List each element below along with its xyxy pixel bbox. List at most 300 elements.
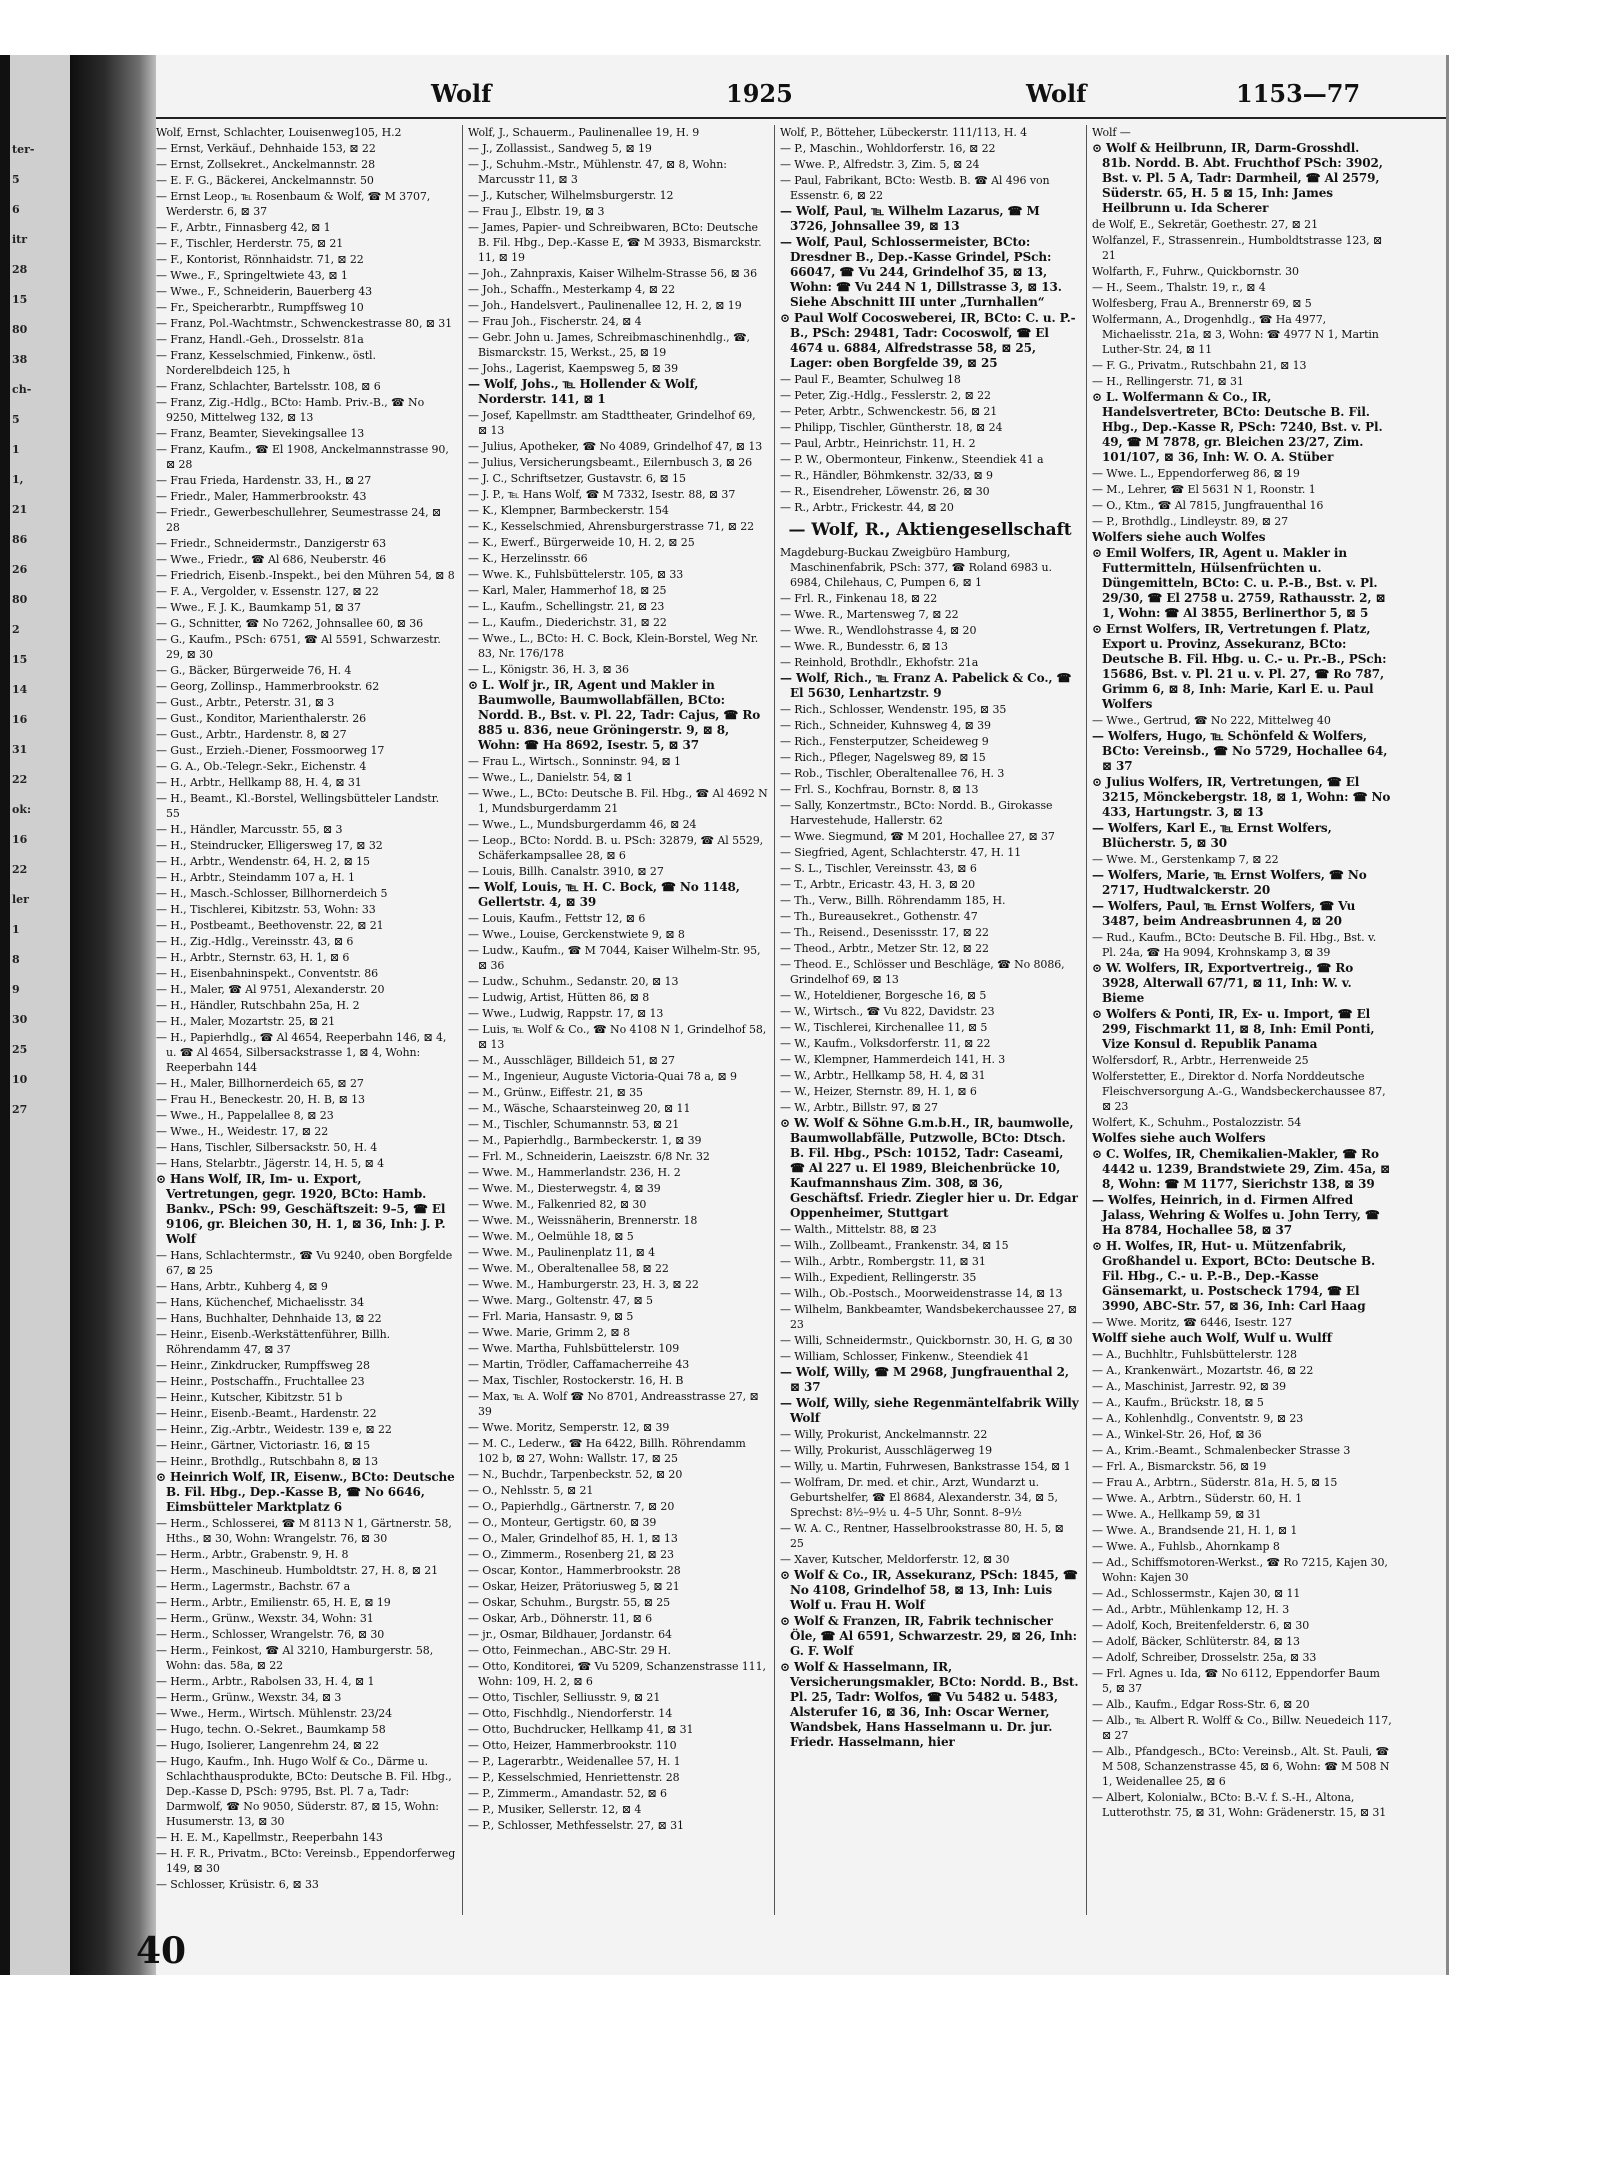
directory-entry: — Wolfers, Marie, ℡ Ernst Wolfers, ☎ No 2717, Hudtwalckerstr. 20 bbox=[1092, 868, 1367, 897]
directory-entry: — H., Arbtr., Wendenstr. 64, H. 2, ⊠ 15 bbox=[156, 855, 370, 868]
directory-entry: — Wwe. Moritz, ☎ 6446, Isestr. 127 bbox=[1092, 1316, 1292, 1329]
directory-entry: — Th., Bureausekret., Gothenstr. 47 bbox=[780, 910, 978, 923]
directory-entry: — Rich., Schneider, Kuhnsweg 4, ⊠ 39 bbox=[780, 719, 991, 732]
directory-entry: ⊙ Julius Wolfers, IR, Vertretungen, ☎ El 3215, Mönckebergstr. 18, ⊠ 1, Wohn: ☎ No 433, Hartungstr. 3, ⊠ 13 bbox=[1092, 775, 1391, 819]
directory-entry: — Frl. A., Bismarckstr. 56, ⊠ 19 bbox=[1092, 1460, 1267, 1473]
directory-entry: — Ernst Leop., ℡ Rosenbaum & Wolf, ☎ M 3707, Werderstr. 6, ⊠ 37 bbox=[156, 190, 431, 218]
directory-entry: — Peter, Arbtr., Schwenckestr. 56, ⊠ 21 bbox=[780, 405, 998, 418]
directory-entry: — Heinr., Brothdlg., Rutschbahn 8, ⊠ 13 bbox=[156, 1455, 379, 1468]
directory-entry: ⊙ W. Wolf & Söhne G.m.b.H., IR, baumwolle, Baumwollabfälle, Putzwolle, BCto: Dtsch. B. Fil. Hbg., PSch: 10152, Tadr: Caseami, ☎ Al 227 u. El 1989, Bleichenbrücke 10, Kaufmannshaus Zim. 308, ⊠ 36, Geschäftsf. Friedr. Ziegler hier u. Dr. Edgar Oppenheimer, Stuttgart bbox=[780, 1116, 1078, 1220]
directory-entry: — Friedr., Schneidermstr., Danzigerstr 63 bbox=[156, 537, 387, 550]
directory-entry: — Max, Tischler, Rostockerstr. 16, H. B bbox=[468, 1374, 684, 1387]
directory-entry: — W., Hoteldiener, Borgesche 16, ⊠ 5 bbox=[780, 989, 987, 1002]
directory-entry: — Adolf, Schreiber, Drosselstr. 25a, ⊠ 33 bbox=[1092, 1651, 1317, 1664]
directory-entry: — Gust., Arbtr., Hardenstr. 8, ⊠ 27 bbox=[156, 728, 347, 741]
directory-entry: — W., Wirtsch., ☎ Vu 822, Davidstr. 23 bbox=[780, 1005, 995, 1018]
directory-entry: — Frau H., Beneckestr. 20, H. B, ⊠ 13 bbox=[156, 1093, 365, 1106]
directory-entry: — Friedr., Gewerbeschullehrer, Seumestrasse 24, ⊠ 28 bbox=[156, 506, 441, 534]
adjacent-page-fragment: 1 bbox=[12, 923, 20, 936]
adjacent-page-fragment: 5 bbox=[12, 413, 20, 426]
directory-entry: — Frl. S., Kochfrau, Bornstr. 8, ⊠ 13 bbox=[780, 783, 979, 796]
directory-entry: — Wwe. Marie, Grimm 2, ⊠ 8 bbox=[468, 1326, 630, 1339]
directory-entry: — Franz, Kesselschmied, Finkenw., östl. Norderelbdeich 125, h bbox=[156, 349, 376, 377]
directory-column-2 bbox=[468, 125, 768, 1915]
directory-entry: — Wolf, Paul, Schlossermeister, BCto: Dresdner B., Dep.-Kasse Grindel, PSch: 66047, ☎ Vu 244, Grindelhof 35, ⊠ 13, Wohn: ☎ Vu 244 N 1, Dillstrasse 3, ⊠ 13. Siehe Abschnitt III unter „Turnhallen“ bbox=[780, 235, 1062, 309]
directory-entry: ⊙ C. Wolfes, IR, Chemikalien-Makler, ☎ Ro 4442 u. 1239, Brandstwiete 29, Zim. 45a, ⊠ 8, Wohn: ☎ M 1177, Sierichstr 138, ⊠ 39 bbox=[1092, 1147, 1391, 1191]
directory-entry: — Frl. M., Schneiderin, Laeiszstr. 6/8 Nr. 32 bbox=[468, 1150, 710, 1163]
directory-entry: — Sally, Konzertmstr., BCto: Nordd. B., Girokasse Harvestehude, Hallerstr. 62 bbox=[780, 799, 1053, 827]
directory-entry: — Franz, Kaufm., ☎ El 1908, Anckelmannstrasse 90, ⊠ 28 bbox=[156, 443, 449, 471]
directory-entry: — Hugo, Isolierer, Langenrehm 24, ⊠ 22 bbox=[156, 1739, 380, 1752]
directory-entry: — Th., Reisend., Desenissstr. 17, ⊠ 22 bbox=[780, 926, 989, 939]
directory-entry: — H., Maler, ☎ Al 9751, Alexanderstr. 20 bbox=[156, 983, 385, 996]
directory-entry: — Hans, Tischler, Silbersackstr. 50, H. 4 bbox=[156, 1141, 378, 1154]
directory-entry: — Wilhelm, Bankbeamter, Wandsbekerchaussee 27, ⊠ 23 bbox=[780, 1303, 1077, 1331]
directory-entry: ⊙ Paul Wolf Cocosweberei, IR, BCto: C. u. P.-B., PSch: 29481, Tadr: Cocoswolf, ☎ El 4674 u. 6884, Alfredstrasse 58, ⊠ 25, Lager: oben Borgfelde 39, ⊠ 25 bbox=[780, 311, 1076, 370]
directory-entry: — Wwe., Ludwig, Rappstr. 17, ⊠ 13 bbox=[468, 1007, 664, 1020]
directory-entry: — H., Arbtr., Steindamm 107 a, H. 1 bbox=[156, 871, 355, 884]
directory-entry: — Herm., Arbtr., Grabenstr. 9, H. 8 bbox=[156, 1548, 349, 1561]
directory-entry: — Herm., Maschineub. Humboldtstr. 27, H. 8, ⊠ 21 bbox=[156, 1564, 439, 1577]
directory-entry: Wolfers siehe auch Wolfes bbox=[1092, 530, 1266, 544]
directory-entry: — H., Steindrucker, Elligersweg 17, ⊠ 32 bbox=[156, 839, 383, 852]
adjacent-page-fragment: 21 bbox=[12, 503, 28, 516]
directory-entry: Wolf, Ernst, Schlachter, Louisenweg105, H.2 bbox=[156, 126, 402, 139]
directory-entry: — Hans, Küchenchef, Michaelisstr. 34 bbox=[156, 1296, 364, 1309]
directory-entry: ⊙ Heinrich Wolf, IR, Eisenw., BCto: Deutsche B. Fil. Hbg., Dep.-Kasse B, ☎ No 6646, Eimsbütteler Marktplatz 6 bbox=[156, 1470, 455, 1514]
directory-entry: — Willy, u. Martin, Fuhrwesen, Bankstrasse 154, ⊠ 1 bbox=[780, 1460, 1071, 1473]
directory-entry: — J. C., Schriftsetzer, Gustavstr. 6, ⊠ 15 bbox=[468, 472, 686, 485]
adjacent-page-fragment: ch- bbox=[12, 383, 32, 396]
directory-entry: — Herm., Grünw., Wexstr. 34, Wohn: 31 bbox=[156, 1612, 374, 1625]
directory-entry: — K., Herzelinsstr. 66 bbox=[468, 552, 588, 565]
directory-entry: — Friedrich, Eisenb.-Inspekt., bei den Mühren 54, ⊠ 8 bbox=[156, 569, 455, 582]
directory-entry: — H., Arbtr., Hellkamp 88, H. 4, ⊠ 31 bbox=[156, 776, 362, 789]
directory-entry: — Wwe. A., Fuhlsb., Ahornkamp 8 bbox=[1092, 1540, 1280, 1553]
directory-entry: — Franz, Pol.-Wachtmstr., Schwenckestrasse 80, ⊠ 31 bbox=[156, 317, 453, 330]
directory-entry: — Oskar, Schuhm., Burgstr. 55, ⊠ 25 bbox=[468, 1596, 671, 1609]
directory-entry: — Paul, Arbtr., Heinrichstr. 11, H. 2 bbox=[780, 437, 976, 450]
directory-entry: Wolfanzel, F., Strassenrein., Humboldtstrasse 123, ⊠ 21 bbox=[1092, 234, 1383, 262]
directory-entry: — H., Arbtr., Sternstr. 63, H. 1, ⊠ 6 bbox=[156, 951, 350, 964]
directory-entry: ⊙ H. Wolfes, IR, Hut- u. Mützenfabrik, Großhandel u. Export, BCto: Deutsche B. Fil. Hbg., C.- u. P.-B., Dep.-Kasse Gänsemarkt, u. Postscheck 1794, ☎ El 3990, ABC-Str. 57, ⊠ 36, Inh: Carl Haag bbox=[1092, 1239, 1376, 1313]
directory-entry: — Wilh., Arbtr., Rombergstr. 11, ⊠ 31 bbox=[780, 1255, 986, 1268]
directory-entry: — Johs., Lagerist, Kaempsweg 5, ⊠ 39 bbox=[468, 362, 678, 375]
adjacent-page-fragment: 9 bbox=[12, 983, 20, 996]
directory-entry: — J., Kutscher, Wilhelmsburgerstr. 12 bbox=[468, 189, 674, 202]
directory-entry: — Heinr., Eisenb.-Beamt., Hardenstr. 22 bbox=[156, 1407, 377, 1420]
directory-entry: — M., Ingenieur, Auguste Victoria-Quai 78 a, ⊠ 9 bbox=[468, 1070, 737, 1083]
directory-entry: Wolf, P., Bötteher, Lübeckerstr. 111/113, H. 4 bbox=[780, 126, 1028, 139]
directory-entry: — Joh., Zahnpraxis, Kaiser Wilhelm-Strasse 56, ⊠ 36 bbox=[468, 267, 757, 280]
adjacent-page-fragment: 27 bbox=[12, 1103, 28, 1116]
directory-entry: — A., Kohlenhdlg., Conventstr. 9, ⊠ 23 bbox=[1092, 1412, 1304, 1425]
directory-entry: Wolfert, K., Schuhm., Postalozzistr. 54 bbox=[1092, 1116, 1302, 1129]
directory-entry: — H., Tischlerei, Kibitzstr. 53, Wohn: 33 bbox=[156, 903, 376, 916]
adjacent-page-fragment: ok: bbox=[12, 803, 32, 816]
adjacent-page-fragment: 31 bbox=[12, 743, 28, 756]
adjacent-page-fragment: 2 bbox=[12, 623, 20, 636]
directory-entry: — Wolf, Willy, siehe Regenmäntelfabrik Willy Wolf bbox=[780, 1396, 1079, 1425]
directory-entry: — F. A., Vergolder, v. Essenstr. 127, ⊠ 22 bbox=[156, 585, 379, 598]
directory-entry: — Gebr. John u. James, Schreibmaschinenhdlg., ☎, Bismarckstr. 15, Werkst., 25, ⊠ 19 bbox=[468, 331, 750, 359]
directory-entry: — F., Kontorist, Rönnhaidstr. 71, ⊠ 22 bbox=[156, 253, 364, 266]
directory-entry: — Wolfram, Dr. med. et chir., Arzt, Wundarzt u. Geburtshelfer, ☎ El 8684, Alexanderstr. 34, ⊠ 5, Sprechst: 8½–9½ u. 4–5 Uhr, Sonnt. 8–9½ bbox=[780, 1476, 1058, 1519]
directory-entry: — Rich., Fensterputzer, Scheideweg 9 bbox=[780, 735, 989, 748]
adjacent-page-fragment: 30 bbox=[12, 1013, 28, 1026]
directory-entry: — Willy, Prokurist, Anckelmannstr. 22 bbox=[780, 1428, 988, 1441]
directory-entry: — Wolfes, Heinrich, in d. Firmen Alfred Jalass, Wehring & Wolfes u. John Terry, ☎ Ha 8784, Hochallee 58, ⊠ 37 bbox=[1092, 1193, 1380, 1237]
adjacent-page-fragment: ter- bbox=[12, 143, 35, 156]
directory-entry: — Hans, Schlachtermstr., ☎ Vu 9240, oben Borgfelde 67, ⊠ 25 bbox=[156, 1249, 453, 1277]
adjacent-page-fragment: 80 bbox=[12, 593, 28, 606]
directory-entry: ⊙ Ernst Wolfers, IR, Vertretungen f. Platz, Export u. Provinz, Assekuranz, BCto: Deutsche B. Fil. Hbg. u. C.- u. Pr.-B., PSch: 15686, Bst. v. Pl. 21 u. v. Pl. 27, ☎ Ro 787, Grimm 6, ⊠ 8, Inh: Marie, Karl E. u. Paul Wolfers bbox=[1092, 622, 1387, 711]
directory-entry: — O., Ktm., ☎ Al 7815, Jungfrauenthal 16 bbox=[1092, 499, 1324, 512]
directory-entry: — Frl. R., Finkenau 18, ⊠ 22 bbox=[780, 592, 938, 605]
directory-entry: — Hans, Arbtr., Kuhberg 4, ⊠ 9 bbox=[156, 1280, 328, 1293]
directory-entry: — Wolf, Louis, ℡ H. C. Bock, ☎ No 1148, Gellertstr. 4, ⊠ 39 bbox=[468, 880, 740, 909]
directory-entry: — H., Händler, Marcusstr. 55, ⊠ 3 bbox=[156, 823, 343, 836]
directory-entry: Wolfes siehe auch Wolfers bbox=[1092, 1131, 1266, 1145]
directory-entry: — Willi, Schneidermstr., Quickbornstr. 30, H. G, ⊠ 30 bbox=[780, 1334, 1073, 1347]
directory-entry: — H., Postbeamt., Beethovenstr. 22, ⊠ 21 bbox=[156, 919, 384, 932]
directory-entry: — H., Eisenbahninspekt., Conventstr. 86 bbox=[156, 967, 379, 980]
directory-entry: — Wolfers, Karl E., ℡ Ernst Wolfers, Blücherstr. 5, ⊠ 30 bbox=[1092, 821, 1332, 850]
directory-entry: — H., Masch.-Schlosser, Billhornerdeich 5 bbox=[156, 887, 388, 900]
directory-entry: — Gust., Arbtr., Peterstr. 31, ⊠ 3 bbox=[156, 696, 335, 709]
directory-entry: — F. G., Privatm., Rutschbahn 21, ⊠ 13 bbox=[1092, 359, 1307, 372]
directory-entry: — Heinr., Kutscher, Kibitzstr. 51 b bbox=[156, 1391, 343, 1404]
directory-entry: — L., Kaufm., Schellingstr. 21, ⊠ 23 bbox=[468, 600, 665, 613]
directory-entry: — G. A., Ob.-Telegr.-Sekr., Eichenstr. 4 bbox=[156, 760, 367, 773]
directory-entry: — Frau L., Wirtsch., Sonninstr. 94, ⊠ 1 bbox=[468, 755, 681, 768]
directory-entry: — R., Eisendreher, Löwenstr. 26, ⊠ 30 bbox=[780, 485, 990, 498]
directory-entry: — Peter, Zig.-Hdlg., Fesslerstr. 2, ⊠ 22 bbox=[780, 389, 991, 402]
directory-entry: — Heinr., Eisenb.-Werkstättenführer, Billh. Röhrendamm 47, ⊠ 37 bbox=[156, 1328, 391, 1356]
header-rule bbox=[156, 117, 1446, 119]
page-folio: 40 bbox=[136, 1930, 187, 1972]
running-head-right: Wolf bbox=[1026, 79, 1087, 108]
directory-entry: — Theod. E., Schlösser und Beschläge, ☎ No 8086, Grindelhof 69, ⊠ 13 bbox=[780, 958, 1065, 986]
directory-entry: — O., Maler, Grindelhof 85, H. 1, ⊠ 13 bbox=[468, 1532, 678, 1545]
directory-entry: — Willy, Prokurist, Ausschlägerweg 19 bbox=[780, 1444, 992, 1457]
directory-entry: — H., Maler, Mozartstr. 25, ⊠ 21 bbox=[156, 1015, 335, 1028]
directory-entry: — Max, ℡ A. Wolf ☎ No 8701, Andreasstrasse 27, ⊠ 39 bbox=[468, 1390, 759, 1418]
directory-entry: — W. A. C., Rentner, Hasselbrookstrasse 80, H. 5, ⊠ 25 bbox=[780, 1522, 1064, 1550]
directory-entry: — Siegfried, Agent, Schlachterstr. 47, H. 11 bbox=[780, 846, 1022, 859]
adjacent-page-fragment: 25 bbox=[12, 1043, 28, 1056]
adjacent-page-strip bbox=[0, 55, 70, 1975]
directory-entry: — Wwe., Herm., Wirtsch. Mühlenstr. 23/24 bbox=[156, 1707, 393, 1720]
directory-entry: — W., Kaufm., Volksdorferstr. 11, ⊠ 22 bbox=[780, 1037, 991, 1050]
directory-entry: — Franz, Beamter, Sievekingsallee 13 bbox=[156, 427, 365, 440]
running-head-year: 1925 bbox=[726, 79, 793, 108]
directory-entry: — Wwe. R., Martensweg 7, ⊠ 22 bbox=[780, 608, 959, 621]
adjacent-page-fragment: 1, bbox=[12, 473, 24, 486]
directory-entry: — H., Rellingerstr. 71, ⊠ 31 bbox=[1092, 375, 1244, 388]
adjacent-page-fragment: 16 bbox=[12, 833, 28, 846]
directory-entry: — Georg, Zollinsp., Hammerbrookstr. 62 bbox=[156, 680, 380, 693]
directory-entry: — Frau Joh., Fischerstr. 24, ⊠ 4 bbox=[468, 315, 642, 328]
directory-entry: ⊙ Wolf & Hasselmann, IR, Versicherungsmakler, BCto: Nordd. B., Bst. Pl. 25, Tadr: Wolfos, ☎ Vu 5482 u. 5483, Alsterufer 16, ⊠ 36, Inh: Oscar Werner, Wandsbek, Hans Hasselmann u. Dr. jur. Friedr. Hasselmann, hier bbox=[780, 1660, 1079, 1749]
directory-entry: — Otto, Fischhdlg., Niendorferstr. 14 bbox=[468, 1707, 673, 1720]
directory-entry: — Frau J., Elbstr. 19, ⊠ 3 bbox=[468, 205, 605, 218]
directory-entry: — Frau Frieda, Hardenstr. 33, H., ⊠ 27 bbox=[156, 474, 372, 487]
directory-entry: — L., Königstr. 36, H. 3, ⊠ 36 bbox=[468, 663, 629, 676]
directory-entry: — Wwe. A., Brandsende 21, H. 1, ⊠ 1 bbox=[1092, 1524, 1298, 1537]
directory-entry: — Julius, Versicherungsbeamt., Eilernbusch 3, ⊠ 26 bbox=[468, 456, 753, 469]
directory-entry: — Wwe., H., Weidestr. 17, ⊠ 22 bbox=[156, 1125, 329, 1138]
directory-entry: Wolfarth, F., Fuhrw., Quickbornstr. 30 bbox=[1092, 265, 1299, 278]
book-gutter bbox=[70, 55, 156, 1975]
directory-entry: — Herm., Schlosserei, ☎ M 8113 N 1, Gärtnerstr. 58, Hths., ⊠ 30, Wohn: Wrangelstr. 76, ⊠ 30 bbox=[156, 1517, 452, 1545]
directory-entry: Wolf, J., Schauerm., Paulinenallee 19, H. 9 bbox=[468, 126, 700, 139]
directory-entry: — A., Krankenwärt., Mozartstr. 46, ⊠ 22 bbox=[1092, 1364, 1314, 1377]
directory-entry: Wolfermann, A., Drogenhdlg., ☎ Ha 4977, Michaelisstr. 21a, ⊠ 3, Wohn: ☎ 4977 N 1, Martin Luther-Str. 24, ⊠ 11 bbox=[1092, 313, 1379, 356]
directory-entry: Magdeburg-Buckau Zweigbüro Hamburg, Maschinenfabrik, PSch: 377, ☎ Roland 6983 u. 6984, Chilehaus, C, Pumpen 6, ⊠ 1 bbox=[780, 546, 1052, 589]
directory-entry: — Wwe. M., Weissnäherin, Brennerstr. 18 bbox=[468, 1214, 698, 1227]
directory-entry: — A., Winkel-Str. 26, Hof, ⊠ 36 bbox=[1092, 1428, 1262, 1441]
directory-entry: — Wwe. L., Eppendorferweg 86, ⊠ 19 bbox=[1092, 467, 1300, 480]
directory-entry: Wolfesberg, Frau A., Brennerstr 69, ⊠ 5 bbox=[1092, 297, 1312, 310]
directory-entry: — W., Tischlerei, Kirchenallee 11, ⊠ 5 bbox=[780, 1021, 988, 1034]
directory-column-1 bbox=[156, 125, 456, 1915]
directory-entry: — Reinhold, Brothdlr., Ekhofstr. 21a bbox=[780, 656, 979, 669]
directory-column-3 bbox=[780, 125, 1080, 1915]
directory-entry: — P., Maschin., Wohldorferstr. 16, ⊠ 22 bbox=[780, 142, 996, 155]
directory-entry: — Joh., Schaffn., Mesterkamp 4, ⊠ 22 bbox=[468, 283, 676, 296]
directory-entry: — Herm., Schlosser, Wrangelstr. 76, ⊠ 30 bbox=[156, 1628, 385, 1641]
directory-entry: — Wilh., Expedient, Rellingerstr. 35 bbox=[780, 1271, 977, 1284]
directory-entry: — Wolf, Paul, ℡ Wilhelm Lazarus, ☎ M 3726, Johnsallee 39, ⊠ 13 bbox=[780, 204, 1040, 233]
directory-entry: — M. C., Lederw., ☎ Ha 6422, Billh. Röhrendamm 102 b, ⊠ 27, Wohn: Wallstr. 17, ⊠ 25 bbox=[468, 1437, 746, 1465]
directory-entry: — R., Händler, Böhmkenstr. 32/33, ⊠ 9 bbox=[780, 469, 993, 482]
directory-entry: — Wolf, Rich., ℡ Franz A. Pabelick & Co., ☎ El 5630, Lenhartzstr. 9 bbox=[780, 671, 1072, 700]
directory-entry: — Otto, Konditorei, ☎ Vu 5209, Schanzenstrasse 111, Wohn: 109, H. 2, ⊠ 6 bbox=[468, 1660, 766, 1688]
directory-entry: — H. E. M., Kapellmstr., Reeperbahn 143 bbox=[156, 1831, 383, 1844]
directory-entry: — M., Wäsche, Schaarsteinweg 20, ⊠ 11 bbox=[468, 1102, 691, 1115]
directory-entry: — Louis, Kaufm., Fettstr 12, ⊠ 6 bbox=[468, 912, 646, 925]
directory-column-4 bbox=[1092, 125, 1392, 1915]
directory-entry: — Wwe., L., Mundsburgerdamm 46, ⊠ 24 bbox=[468, 818, 697, 831]
directory-entry: — Franz, Zig.-Hdlg., BCto: Hamb. Priv.-B., ☎ No 9250, Mittelweg 132, ⊠ 13 bbox=[156, 396, 425, 424]
directory-entry: — Leop., BCto: Nordd. B. u. PSch: 32879, ☎ Al 5529, Schäferkampsallee 28, ⊠ 6 bbox=[468, 834, 764, 862]
directory-entry: — W., Heizer, Sternstr. 89, H. 1, ⊠ 6 bbox=[780, 1085, 977, 1098]
directory-entry: — Ludwig, Artist, Hütten 86, ⊠ 8 bbox=[468, 991, 650, 1004]
directory-entry: — Albert, Kolonialw., BCto: B.-V. f. S.-H., Altona, Lutterothstr. 75, ⊠ 31, Wohn: Grädenerstr. 15, ⊠ 31 bbox=[1092, 1791, 1387, 1819]
directory-entry: — Friedr., Maler, Hammerbrookstr. 43 bbox=[156, 490, 367, 503]
directory-entry: — Frl. Agnes u. Ida, ☎ No 6112, Eppendorfer Baum 5, ⊠ 37 bbox=[1092, 1667, 1380, 1695]
directory-entry: — Alb., Kaufm., Edgar Ross-Str. 6, ⊠ 20 bbox=[1092, 1698, 1310, 1711]
directory-entry: — J. P., ℡ Hans Wolf, ☎ M 7332, Isestr. 88, ⊠ 37 bbox=[468, 488, 736, 501]
directory-entry: — Wwe., F. J. K., Baumkamp 51, ⊠ 37 bbox=[156, 601, 361, 614]
directory-entry: — Theod., Arbtr., Metzer Str. 12, ⊠ 22 bbox=[780, 942, 989, 955]
directory-entry: — Ad., Arbtr., Mühlenkamp 12, H. 3 bbox=[1092, 1603, 1290, 1616]
running-head-left: Wolf bbox=[431, 79, 492, 108]
adjacent-page-fragment: 15 bbox=[12, 293, 28, 306]
column-rule bbox=[1086, 125, 1087, 1915]
directory-entry: — Hans, Stelarbtr., Jägerstr. 14, H. 5, ⊠ 4 bbox=[156, 1157, 385, 1170]
directory-entry: — Alb., Pfandgesch., BCto: Vereinsb., Alt. St. Pauli, ☎ M 508, Schanzenstrasse 45, ⊠ 6, Wohn: ☎ M 508 N 1, Weidenallee 25, ⊠ 6 bbox=[1092, 1745, 1390, 1788]
directory-entry: — Xaver, Kutscher, Meldorferstr. 12, ⊠ 30 bbox=[780, 1553, 1010, 1566]
directory-entry: ⊙ Wolf & Heilbrunn, IR, Darm-Grosshdl. 81b. Nordd. B. Abt. Fruchthof PSch: 3902, Bst. v. Pl. 5 A, Tadr: Darmheil, ☎ Al 2579, Süderstr. 65, H. 5 ⊠ 15, Inh: James Heilbrunn u. Ida Scherer bbox=[1092, 141, 1383, 215]
directory-entry: — Rob., Tischler, Oberaltenallee 76, H. 3 bbox=[780, 767, 1005, 780]
directory-entry: — F., Arbtr., Finnasberg 42, ⊠ 1 bbox=[156, 221, 331, 234]
directory-entry: — Wwe. Siegmund, ☎ M 201, Hochallee 27, ⊠ 37 bbox=[780, 830, 1055, 843]
directory-entry: — Wwe., Friedr., ☎ Al 686, Neuberstr. 46 bbox=[156, 553, 386, 566]
directory-entry: — Ernst, Verkäuf., Dehnhaide 153, ⊠ 22 bbox=[156, 142, 376, 155]
directory-entry: — Wwe., L., Danielstr. 54, ⊠ 1 bbox=[468, 771, 633, 784]
directory-entry: — H., Papierhdlg., ☎ Al 4654, Reeperbahn 146, ⊠ 4, u. ☎ Al 4654, Silbersackstrasse 1, ⊠ 4, Wohn: Reeperbahn 144 bbox=[156, 1031, 447, 1074]
column-rule bbox=[462, 125, 463, 1915]
directory-entry: — Hans, Buchhalter, Dehnhaide 13, ⊠ 22 bbox=[156, 1312, 382, 1325]
directory-entry: — Paul, Fabrikant, BCto: Westb. B. ☎ Al 496 von Essenstr. 6, ⊠ 22 bbox=[780, 174, 1050, 202]
directory-entry: — G., Schnitter, ☎ No 7262, Johnsallee 60, ⊠ 36 bbox=[156, 617, 424, 630]
adjacent-page-fragment: ler bbox=[12, 893, 29, 906]
directory-entry: — Ludw., Schuhm., Sedanstr. 20, ⊠ 13 bbox=[468, 975, 679, 988]
directory-entry: — H., Seem., Thalstr. 19, r., ⊠ 4 bbox=[1092, 281, 1266, 294]
directory-entry: — Luis, ℡ Wolf & Co., ☎ No 4108 N 1, Grindelhof 58, ⊠ 13 bbox=[468, 1023, 767, 1051]
directory-entry: — A., Maschinist, Jarrestr. 92, ⊠ 39 bbox=[1092, 1380, 1287, 1393]
directory-entry: — Schlosser, Krüsistr. 6, ⊠ 33 bbox=[156, 1878, 319, 1891]
directory-entry: — Wolf, R., Aktiengesellschaft bbox=[788, 520, 1072, 540]
directory-entry: ⊙ Wolf & Franzen, IR, Fabrik technischer Öle, ☎ Al 6591, Schwarzestr. 29, ⊠ 26, Inh: G. F. Wolf bbox=[780, 1614, 1077, 1658]
directory-entry: — Wilh., Ob.-Postsch., Moorweidenstrasse 14, ⊠ 13 bbox=[780, 1287, 1063, 1300]
directory-entry: — Martin, Trödler, Caffamacherreihe 43 bbox=[468, 1358, 690, 1371]
directory-entry: — Heinr., Postschaffn., Fruchtallee 23 bbox=[156, 1375, 365, 1388]
directory-entry: — K., Kesselschmied, Ahrensburgerstrasse 71, ⊠ 22 bbox=[468, 520, 755, 533]
directory-entry: — Hugo, Kaufm., Inh. Hugo Wolf & Co., Därme u. Schlachthausprodukte, BCto: Deutsche B. Fil. Hbg., Dep.-Kasse D, PSch: 9795, Bst. Pl. 7 a, Tadr: Darmwolf, ☎ No 9050, Süderstr. 87, ⊠ 15, Wohn: Husumerstr. 13, ⊠ 30 bbox=[156, 1755, 452, 1828]
directory-entry: — W., Klempner, Hammerdeich 141, H. 3 bbox=[780, 1053, 1006, 1066]
directory-entry: — Wwe. A., Hellkamp 59, ⊠ 31 bbox=[1092, 1508, 1262, 1521]
directory-entry: ⊙ W. Wolfers, IR, Exportvertreig., ☎ Ro 3928, Alterwall 67/71, ⊠ 11, Inh: W. v. Bieme bbox=[1092, 961, 1354, 1005]
adjacent-page-fragments bbox=[12, 135, 70, 1125]
directory-entry: — J., Zollassist., Sandweg 5, ⊠ 19 bbox=[468, 142, 652, 155]
directory-entry: — Gust., Konditor, Marienthalerstr. 26 bbox=[156, 712, 367, 725]
running-head-page-number: 1153—77 bbox=[1236, 79, 1361, 108]
directory-entry: — Adolf, Koch, Breitenfelderstr. 6, ⊠ 30 bbox=[1092, 1619, 1310, 1632]
adjacent-page-fragment: 22 bbox=[12, 773, 28, 786]
directory-entry: — K., Klempner, Barmbeckerstr. 154 bbox=[468, 504, 669, 517]
directory-entry: — Herm., Grünw., Wexstr. 34, ⊠ 3 bbox=[156, 1691, 342, 1704]
directory-entry: — Ad., Schiffsmotoren-Werkst., ☎ Ro 7215, Kajen 30, Wohn: Kajen 30 bbox=[1092, 1556, 1388, 1584]
directory-entry: — A., Buchhltr., Fuhlsbüttelerstr. 128 bbox=[1092, 1348, 1297, 1361]
directory-entry: ⊙ L. Wolfermann & Co., IR, Handelsvertreter, BCto: Deutsche B. Fil. Hbg., Dep.-Kasse R, PSch: 7240, Bst. v. Pl. 49, ☎ M 7878, gr. Bleichen 23/27, Zim. 101/107, ⊠ 36, Inh: W. O. A. Stüber bbox=[1092, 390, 1383, 464]
adjacent-page-fragment: itr bbox=[12, 233, 28, 246]
directory-entry: — jr., Osmar, Bildhauer, Jordanstr. 64 bbox=[468, 1628, 672, 1641]
adjacent-page-fragment: 8 bbox=[12, 953, 20, 966]
directory-entry: ⊙ L. Wolf jr., IR, Agent und Makler in Baumwolle, Baumwollabfällen, BCto: Nordd. B., Bst. v. Pl. 22, Tadr: Cajus, ☎ Ro 885 u. 836, neue Gröningerstr. 9, ⊠ 8, Wohn: ☎ Ha 8692, Isestr. 5, ⊠ 37 bbox=[468, 678, 761, 752]
directory-entry: — Julius, Apotheker, ☎ No 4089, Grindelhof 47, ⊠ 13 bbox=[468, 440, 763, 453]
directory-entry: — S. L., Tischler, Vereinsstr. 43, ⊠ 6 bbox=[780, 862, 977, 875]
directory-entry: — Wwe. P., Alfredstr. 3, Zim. 5, ⊠ 24 bbox=[780, 158, 980, 171]
directory-entry: — Th., Verw., Billh. Röhrendamm 185, H. bbox=[780, 894, 1006, 907]
directory-entry: — H., Zig.-Hdlg., Vereinsstr. 43, ⊠ 6 bbox=[156, 935, 354, 948]
directory-entry: — Wwe. M., Paulinenplatz 11, ⊠ 4 bbox=[468, 1246, 656, 1259]
directory-entry: — Wolfers, Paul, ℡ Ernst Wolfers, ☎ Vu 3487, beim Andreasbrunnen 4, ⊠ 20 bbox=[1092, 899, 1356, 928]
directory-entry: — Ludw., Kaufm., ☎ M 7044, Kaiser Wilhelm-Str. 95, ⊠ 36 bbox=[468, 944, 761, 972]
directory-entry: ⊙ Hans Wolf, IR, Im- u. Export, Vertretungen, gegr. 1920, BCto: Hamb. Bankv., PSch: 99, Geschäftszeit: 9–5, ☎ El 9106, gr. Bleichen 30, H. 1, ⊠ 36, Inh: J. P. Wolf bbox=[156, 1172, 446, 1246]
directory-entry: — Wwe. M., Oberaltenallee 58, ⊠ 22 bbox=[468, 1262, 669, 1275]
directory-entry: — E. F. G., Bäckerei, Anckelmannstr. 50 bbox=[156, 174, 374, 187]
directory-entry: — Wwe., F., Schneiderin, Bauerberg 43 bbox=[156, 285, 373, 298]
directory-entry: — Fr., Speicherarbtr., Rumpffsweg 10 bbox=[156, 301, 364, 314]
adjacent-page-fragment: 14 bbox=[12, 683, 28, 696]
directory-entry: — W., Arbtr., Billstr. 97, ⊠ 27 bbox=[780, 1101, 938, 1114]
adjacent-page-fragment: 10 bbox=[12, 1073, 28, 1086]
directory-entry: — Wwe. Marg., Goltenstr. 47, ⊠ 5 bbox=[468, 1294, 653, 1307]
directory-entry: ⊙ Wolfers & Ponti, IR, Ex- u. Import, ☎ El 299, Fischmarkt 11, ⊠ 8, Inh: Emil Ponti, Vize Konsul d. Republik Panama bbox=[1092, 1007, 1375, 1051]
directory-entry: — Wwe. M., Hammerlandstr. 236, H. 2 bbox=[468, 1166, 681, 1179]
directory-entry: — Karl, Maler, Hammerhof 18, ⊠ 25 bbox=[468, 584, 667, 597]
directory-entry: — Wwe. M., Falkenried 82, ⊠ 30 bbox=[468, 1198, 647, 1211]
adjacent-page-fragment: 26 bbox=[12, 563, 28, 576]
directory-page bbox=[156, 55, 1449, 1975]
directory-entry: — Ernst, Zollsekret., Anckelmannstr. 28 bbox=[156, 158, 375, 171]
adjacent-page-fragment: 6 bbox=[12, 203, 20, 216]
directory-entry: — O., Monteur, Gertigstr. 60, ⊠ 39 bbox=[468, 1516, 657, 1529]
directory-entry: — L., Kaufm., Diederichstr. 31, ⊠ 22 bbox=[468, 616, 667, 629]
adjacent-page-fragment: 5 bbox=[12, 173, 20, 186]
directory-entry: — Wwe. M., Hamburgerstr. 23, H. 3, ⊠ 22 bbox=[468, 1278, 699, 1291]
directory-entry: ⊙ Emil Wolfers, IR, Agent u. Makler in Futtermitteln, Hülsenfrüchten u. Düngemitteln, BCto: C. u. P.-B., Bst. v. Pl. 29/30, ☎ El 2758 u. 2759, Rathausstr. 2, ⊠ 1, Wohn: ☎ Al 3855, Berlinerthor 5, ⊠ 5 bbox=[1092, 546, 1386, 620]
directory-entry: — Wwe. Moritz, Semperstr. 12, ⊠ 39 bbox=[468, 1421, 670, 1434]
directory-entry: — Oskar, Heizer, Prätoriusweg 5, ⊠ 21 bbox=[468, 1580, 680, 1593]
adjacent-page-fragment: 16 bbox=[12, 713, 28, 726]
directory-entry: — P., Kesselschmied, Henriettenstr. 28 bbox=[468, 1771, 680, 1784]
directory-entry: — G., Kaufm., PSch: 6751, ☎ Al 5591, Schwarzestr. 29, ⊠ 30 bbox=[156, 633, 441, 661]
directory-entry: — Herm., Lagermstr., Bachstr. 67 a bbox=[156, 1580, 351, 1593]
directory-entry: — Wwe. Martha, Fuhlsbüttelerstr. 109 bbox=[468, 1342, 680, 1355]
directory-entry: — Wwe. A., Arbtrn., Süderstr. 60, H. 1 bbox=[1092, 1492, 1302, 1505]
directory-entry: — Heinr., Zig.-Arbtr., Weidestr. 139 e, ⊠ 22 bbox=[156, 1423, 392, 1436]
directory-entry: — Frl. Maria, Hansastr. 9, ⊠ 5 bbox=[468, 1310, 634, 1323]
adjacent-page-fragment: 28 bbox=[12, 263, 28, 276]
directory-entry: — Otto, Tischler, Selliusstr. 9, ⊠ 21 bbox=[468, 1691, 661, 1704]
directory-entry: — T., Arbtr., Ericastr. 43, H. 3, ⊠ 20 bbox=[780, 878, 976, 891]
directory-entry: — H., Maler, Billhornerdeich 65, ⊠ 27 bbox=[156, 1077, 364, 1090]
adjacent-page-fragment: 22 bbox=[12, 863, 28, 876]
directory-entry: — P., Musiker, Sellerstr. 12, ⊠ 4 bbox=[468, 1803, 642, 1816]
directory-entry: de Wolf, E., Sekretär, Goethestr. 27, ⊠ 21 bbox=[1092, 218, 1318, 231]
directory-entry: Wolferstetter, E., Direktor d. Norfa Norddeutsche Fleischversorgung A.-G., Wandsbeckerchaussee 87, ⊠ 23 bbox=[1092, 1070, 1386, 1113]
directory-entry: — Adolf, Bäcker, Schlüterstr. 84, ⊠ 13 bbox=[1092, 1635, 1300, 1648]
directory-entry: — Frau A., Arbtrn., Süderstr. 81a, H. 5, ⊠ 15 bbox=[1092, 1476, 1338, 1489]
directory-entry: — Ad., Schlossermstr., Kajen 30, ⊠ 11 bbox=[1092, 1587, 1301, 1600]
directory-entry: — A., Krim.-Beamt., Schmalenbecker Strasse 3 bbox=[1092, 1444, 1351, 1457]
directory-entry: — Rud., Kaufm., BCto: Deutsche B. Fil. Hbg., Bst. v. Pl. 24a, ☎ Ha 9094, Krohnskamp 3, ⊠ 39 bbox=[1092, 931, 1377, 959]
directory-entry: — Otto, Buchdrucker, Hellkamp 41, ⊠ 31 bbox=[468, 1723, 694, 1736]
directory-entry: — Alb., ℡ Albert R. Wolff & Co., Billw. Neuedeich 117, ⊠ 27 bbox=[1092, 1714, 1392, 1742]
directory-entry: — P., Zimmerm., Amandastr. 52, ⊠ 6 bbox=[468, 1787, 667, 1800]
directory-entry: — M., Grünw., Eiffestr. 21, ⊠ 35 bbox=[468, 1086, 643, 1099]
directory-entry: ⊙ Wolf & Co., IR, Assekuranz, PSch: 1845, ☎ No 4108, Grindelhof 58, ⊠ 13, Inh: Luis Wolf u. Frau H. Wolf bbox=[780, 1568, 1078, 1612]
directory-entry: Wolf — bbox=[1092, 126, 1131, 139]
directory-entry: — Wwe., H., Pappelallee 8, ⊠ 23 bbox=[156, 1109, 334, 1122]
directory-entry: — P., Brothdlg., Lindleystr. 89, ⊠ 27 bbox=[1092, 515, 1289, 528]
directory-entry: — P., Schlosser, Methfesselstr. 27, ⊠ 31 bbox=[468, 1819, 684, 1832]
directory-entry: — M., Ausschläger, Billdeich 51, ⊠ 27 bbox=[468, 1054, 675, 1067]
directory-entry: — G., Bäcker, Bürgerweide 76, H. 4 bbox=[156, 664, 352, 677]
directory-entry: — Wolf, Willy, ☎ M 2968, Jungfrauenthal 2, ⊠ 37 bbox=[780, 1365, 1069, 1394]
directory-entry: — Herm., Feinkost, ☎ Al 3210, Hamburgerstr. 58, Wohn: das. 58a, ⊠ 22 bbox=[156, 1644, 434, 1672]
directory-entry: — M., Lehrer, ☎ El 5631 N 1, Roonstr. 1 bbox=[1092, 483, 1316, 496]
directory-entry: — N., Buchdr., Tarpenbeckstr. 52, ⊠ 20 bbox=[468, 1468, 683, 1481]
column-rule bbox=[774, 125, 775, 1915]
directory-entry: — M., Tischler, Schumannstr. 53, ⊠ 21 bbox=[468, 1118, 680, 1131]
directory-entry: — H. F. R., Privatm., BCto: Vereinsb., Eppendorferweg 149, ⊠ 30 bbox=[156, 1847, 456, 1875]
directory-entry: — W., Arbtr., Hellkamp 58, H. 4, ⊠ 31 bbox=[780, 1069, 986, 1082]
